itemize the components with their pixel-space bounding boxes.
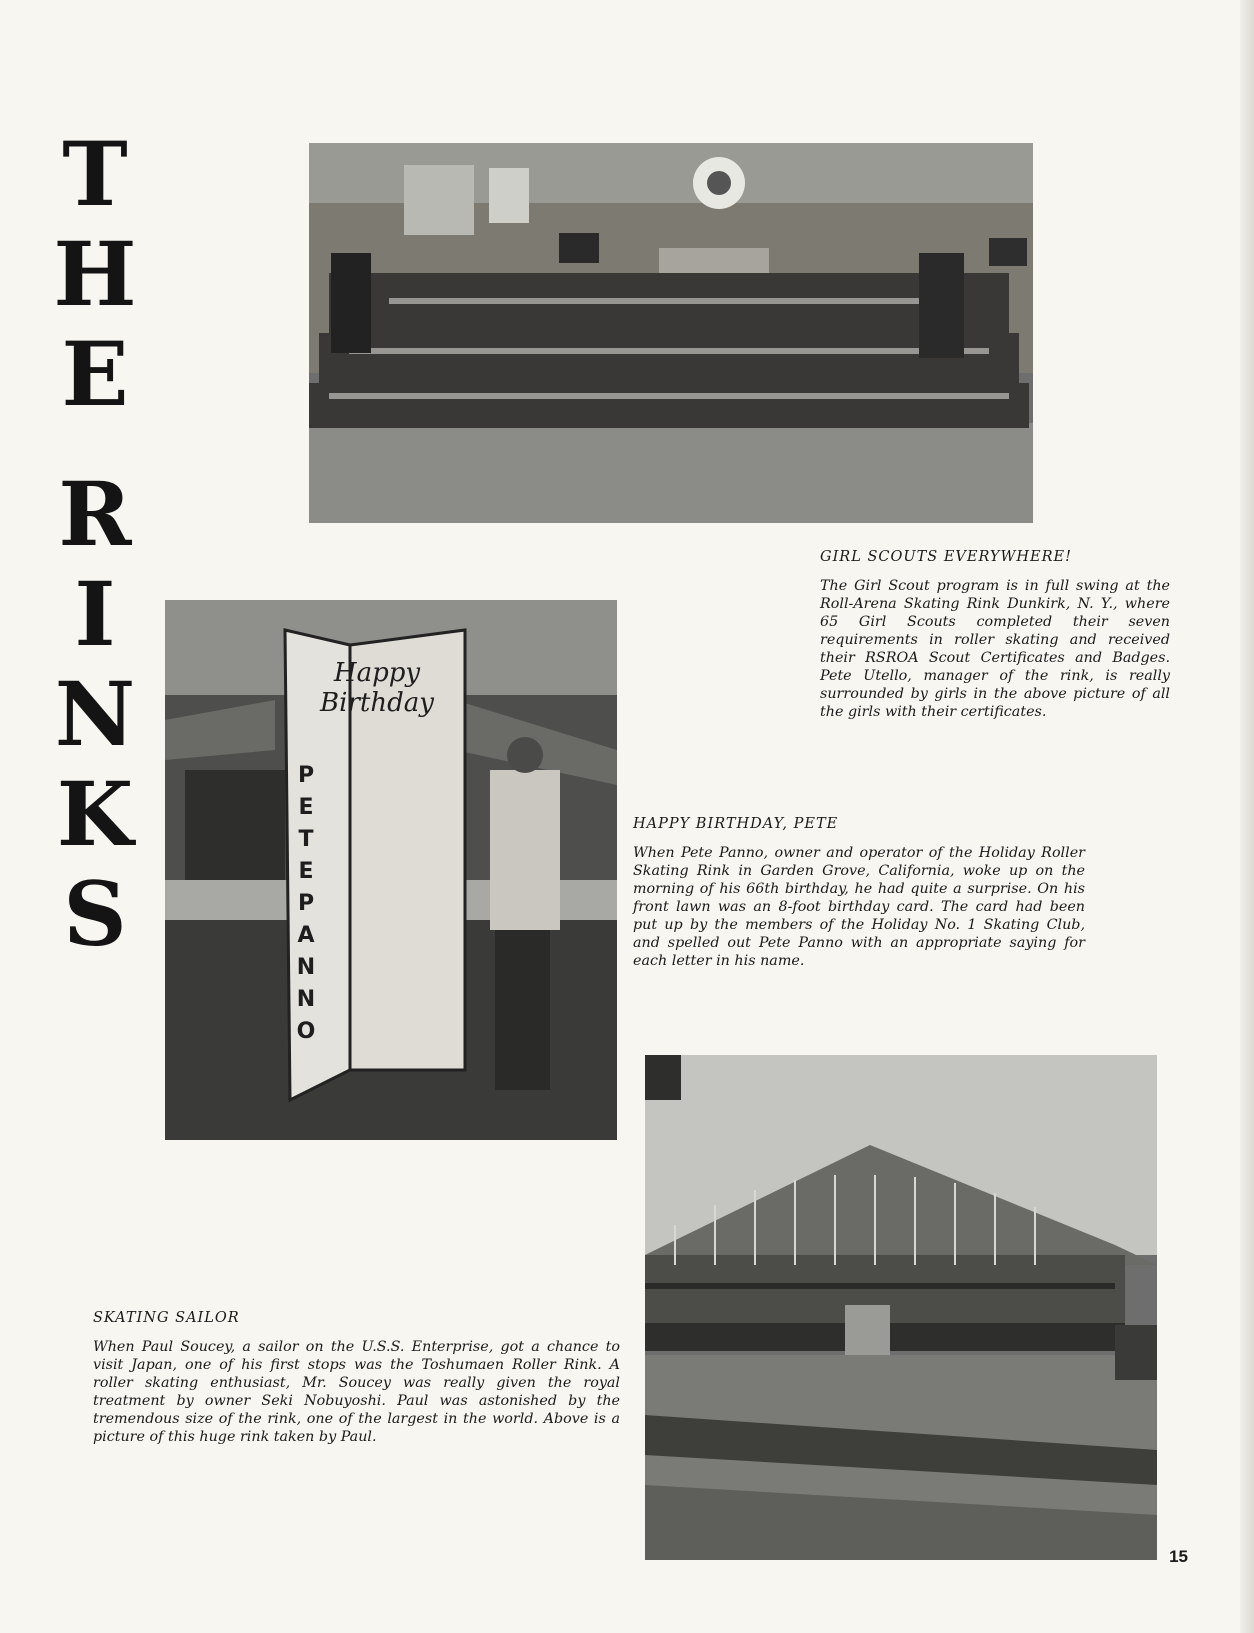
page-number: 15	[1169, 1547, 1188, 1566]
card-name-letters	[295, 760, 317, 1048]
photo-japan-rink	[645, 1055, 1157, 1560]
card-letter: P	[297, 763, 315, 788]
card-letter: N	[296, 987, 316, 1012]
rink-building-illustration	[645, 1055, 1157, 1560]
title-letter: H	[53, 222, 137, 326]
title-letter: T	[62, 122, 128, 226]
title-letter: N	[54, 662, 136, 766]
caption-heading: GIRL SCOUTS EVERYWHERE!	[820, 549, 1072, 565]
card-greeting-line2: Birthday	[320, 688, 434, 718]
card-letter: N	[296, 955, 316, 980]
caption-sailor	[93, 1310, 620, 1446]
title-letter: R	[58, 462, 132, 566]
photo-girl-scouts	[309, 143, 1033, 523]
caption-heading: HAPPY BIRTHDAY, PETE	[633, 816, 839, 832]
caption-body: When Paul Soucey, a sailor on the U.S.S. Enterprise, got a chance to visit Japan, one of his first stops was the Toshumaen Roller Rink. A roller skating enthusiast, Mr. Soucey was really given the royal treatment by owner Seki Nobuyoshi. Paul was astonished by the tremendous size of the rink, one of the largest in the world. Above is a picture of this huge rink taken by Paul.	[93, 1339, 620, 1445]
title-letter: E	[61, 322, 129, 426]
page-edge-shadow	[1240, 0, 1254, 1633]
caption-body: The Girl Scout program is in full swing at the Roll-Arena Skating Rink Dunkirk, N. Y., where 65 Girl Scouts completed their seven requirements in roller skating and received their RSROA Scout Certificates and Badges. Pete Utello, manager of the rink, is really surrounded by girls in the above picture of all the girls with their certificates.	[820, 578, 1170, 720]
card-letter: T	[298, 827, 314, 852]
caption-birthday	[633, 816, 1085, 970]
title-letter: S	[63, 862, 127, 966]
card-letter: E	[298, 859, 314, 884]
title-letter: K	[56, 762, 134, 866]
card-greeting	[293, 658, 461, 718]
card-letter: P	[297, 891, 315, 916]
card-greeting-line1: Happy	[333, 658, 421, 688]
card-letter: O	[296, 1019, 316, 1044]
title-letter: I	[74, 562, 116, 666]
girl-scouts-illustration	[309, 143, 1033, 523]
photo-birthday-card	[165, 600, 617, 1140]
card-letter: A	[297, 923, 315, 948]
caption-body: When Pete Panno, owner and operator of the Holiday Roller Skating Rink in Garden Grove, California, woke up on the morning of his 66th birthday, he had quite a surprise. On his front lawn was an 8-foot birthday card. The card had been put up by the members of the Holiday No. 1 Skating Club, and spelled out Pete Panno with an appropriate saying for each letter in his name.	[633, 845, 1085, 969]
caption-girl-scouts	[820, 549, 1170, 721]
card-letter: E	[298, 795, 314, 820]
caption-heading: SKATING SAILOR	[93, 1310, 240, 1326]
